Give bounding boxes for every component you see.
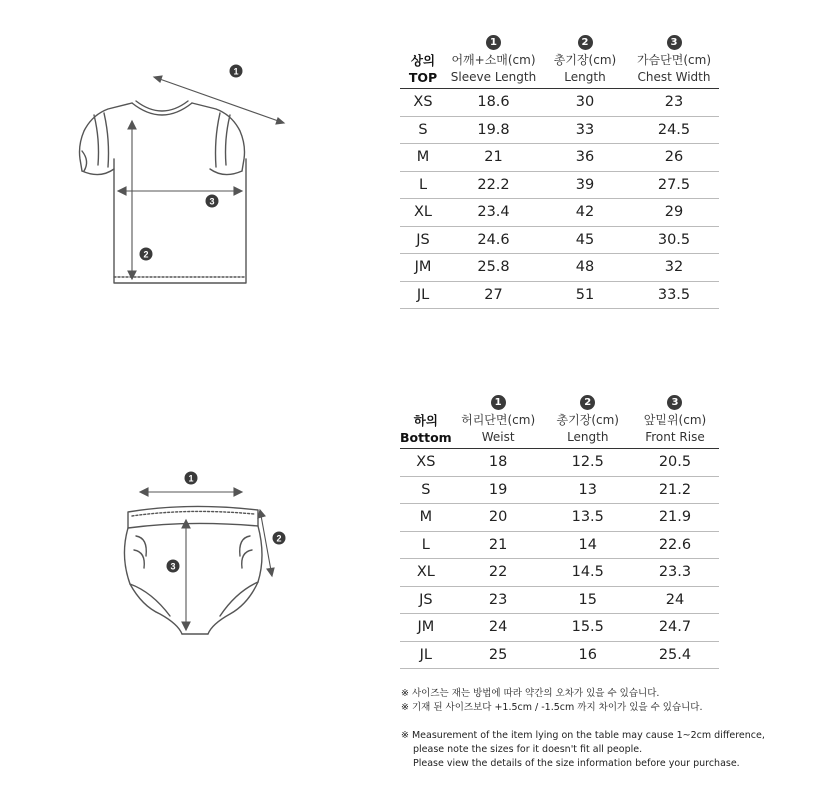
bottom-col3-ko: 앞밑위(cm)	[643, 413, 707, 427]
table-row	[400, 226, 719, 254]
top-label-en: TOP	[408, 70, 438, 85]
value-cell: 16	[545, 641, 631, 669]
size-cell: JL	[400, 641, 452, 669]
size-cell: S	[400, 476, 452, 504]
value-cell: 33	[541, 116, 629, 144]
value-cell: 51	[541, 281, 629, 309]
value-cell: 25	[452, 641, 545, 669]
bottom-label-en: Bottom	[400, 430, 452, 445]
bottom-circle-number-row	[400, 390, 719, 410]
value-cell: 13.5	[545, 504, 631, 532]
table-row	[400, 281, 719, 309]
size-cell: L	[400, 531, 452, 559]
value-cell: 48	[541, 254, 629, 282]
value-cell: 23	[452, 586, 545, 614]
bottom-illus-label-2: 2	[276, 533, 282, 544]
size-cell: M	[400, 144, 446, 172]
value-cell: 30	[541, 89, 629, 117]
top-col1-ko: 어깨+소매(cm)	[451, 53, 536, 67]
value-cell: 24.7	[631, 614, 719, 642]
size-cell: XL	[400, 559, 452, 587]
bottom-col-number-2: 2	[580, 395, 595, 410]
bottom-illus-label-3: 3	[170, 561, 176, 572]
bottom-col2-en: Length	[567, 430, 609, 444]
top-col-number-3: 3	[667, 35, 682, 50]
value-cell: 23.4	[446, 199, 541, 227]
size-notes	[401, 687, 765, 771]
size-cell: XS	[400, 449, 452, 477]
value-cell: 24.6	[446, 226, 541, 254]
bottom-illus-label-1: 1	[188, 473, 194, 484]
value-cell: 25.4	[631, 641, 719, 669]
top-col2-ko: 총기장(cm)	[553, 53, 617, 67]
top-col1-en: Sleeve Length	[450, 70, 537, 84]
value-cell: 39	[541, 171, 629, 199]
value-cell: 21.9	[631, 504, 719, 532]
table-row	[400, 559, 719, 587]
value-cell: 27.5	[629, 171, 719, 199]
value-cell: 15.5	[545, 614, 631, 642]
size-cell: XS	[400, 89, 446, 117]
bottom-col3-en: Front Rise	[645, 430, 705, 444]
size-cell: S	[400, 116, 446, 144]
bottom-header-row	[400, 410, 719, 449]
size-cell: XL	[400, 199, 446, 227]
value-cell: 21	[452, 531, 545, 559]
bottom-col2-ko: 총기장(cm)	[556, 413, 619, 427]
table-row	[400, 614, 719, 642]
value-cell: 18.6	[446, 89, 541, 117]
value-cell: 22.2	[446, 171, 541, 199]
bottom-col-number-1: 1	[491, 395, 506, 410]
size-cell: M	[400, 504, 452, 532]
value-cell: 12.5	[545, 449, 631, 477]
top-header-row	[400, 50, 719, 89]
value-cell: 42	[541, 199, 629, 227]
table-row	[400, 641, 719, 669]
size-cell: JS	[400, 586, 452, 614]
value-cell: 24	[631, 586, 719, 614]
top-col3-ko: 가슴단면(cm)	[636, 53, 712, 67]
value-cell: 27	[446, 281, 541, 309]
value-cell: 22.6	[631, 531, 719, 559]
top-label-ko: 상의	[410, 53, 436, 68]
bottom-col1-en: Weist	[481, 430, 515, 444]
top-illus-label-3: 3	[209, 196, 215, 207]
note-ko-2: ※ 기재 된 사이즈보다 +1.5cm / -1.5cm 까지 차이가 있을 수 있습니다.	[401, 702, 703, 713]
table-row	[400, 89, 719, 117]
bottom-col-number-3: 3	[667, 395, 682, 410]
size-cell: JM	[400, 614, 452, 642]
note-ko-1: ※ 사이즈는 재는 방법에 따라 약간의 오차가 있을 수 있습니다.	[401, 688, 660, 699]
top-circle-number-row	[400, 30, 719, 50]
table-row	[400, 504, 719, 532]
value-cell: 33.5	[629, 281, 719, 309]
value-cell: 26	[629, 144, 719, 172]
value-cell: 18	[452, 449, 545, 477]
value-cell: 30.5	[629, 226, 719, 254]
size-cell: L	[400, 171, 446, 199]
table-row	[400, 116, 719, 144]
value-cell: 24.5	[629, 116, 719, 144]
table-row	[400, 144, 719, 172]
note-en-1: ※ Measurement of the item lying on the table may cause 1~2cm difference,	[401, 730, 765, 741]
value-cell: 20.5	[631, 449, 719, 477]
value-cell: 19.8	[446, 116, 541, 144]
bottom-garment-illustration	[108, 466, 308, 646]
table-row	[400, 449, 719, 477]
value-cell: 20	[452, 504, 545, 532]
value-cell: 23.3	[631, 559, 719, 587]
table-row	[400, 199, 719, 227]
value-cell: 24	[452, 614, 545, 642]
top-col2-en: Length	[564, 70, 606, 84]
value-cell: 15	[545, 586, 631, 614]
note-en-3: Please view the details of the size information before your purchase.	[413, 758, 740, 769]
size-cell: JS	[400, 226, 446, 254]
size-cell: JL	[400, 281, 446, 309]
value-cell: 22	[452, 559, 545, 587]
value-cell: 14.5	[545, 559, 631, 587]
size-cell: JM	[400, 254, 446, 282]
value-cell: 13	[545, 476, 631, 504]
table-row	[400, 586, 719, 614]
top-col3-en: Chest Width	[637, 70, 711, 84]
top-col-number-2: 2	[578, 35, 593, 50]
value-cell: 23	[629, 89, 719, 117]
top-illus-label-1: 1	[233, 66, 239, 77]
value-cell: 36	[541, 144, 629, 172]
top-garment-illustration	[70, 55, 310, 295]
top-col-number-1: 1	[486, 35, 501, 50]
bottom-col1-ko: 허리단면(cm)	[461, 413, 536, 427]
value-cell: 25.8	[446, 254, 541, 282]
top-illus-label-2: 2	[143, 249, 149, 260]
bottom-label-ko: 하의	[413, 413, 438, 428]
value-cell: 19	[452, 476, 545, 504]
value-cell: 14	[545, 531, 631, 559]
value-cell: 29	[629, 199, 719, 227]
bottom-size-table	[400, 390, 719, 669]
table-row	[400, 254, 719, 282]
top-size-table	[400, 30, 719, 309]
table-row	[400, 531, 719, 559]
value-cell: 21.2	[631, 476, 719, 504]
value-cell: 32	[629, 254, 719, 282]
value-cell: 45	[541, 226, 629, 254]
table-row	[400, 476, 719, 504]
note-en-2: please note the sizes for it doesn't fit all people.	[413, 744, 643, 755]
table-row	[400, 171, 719, 199]
value-cell: 21	[446, 144, 541, 172]
